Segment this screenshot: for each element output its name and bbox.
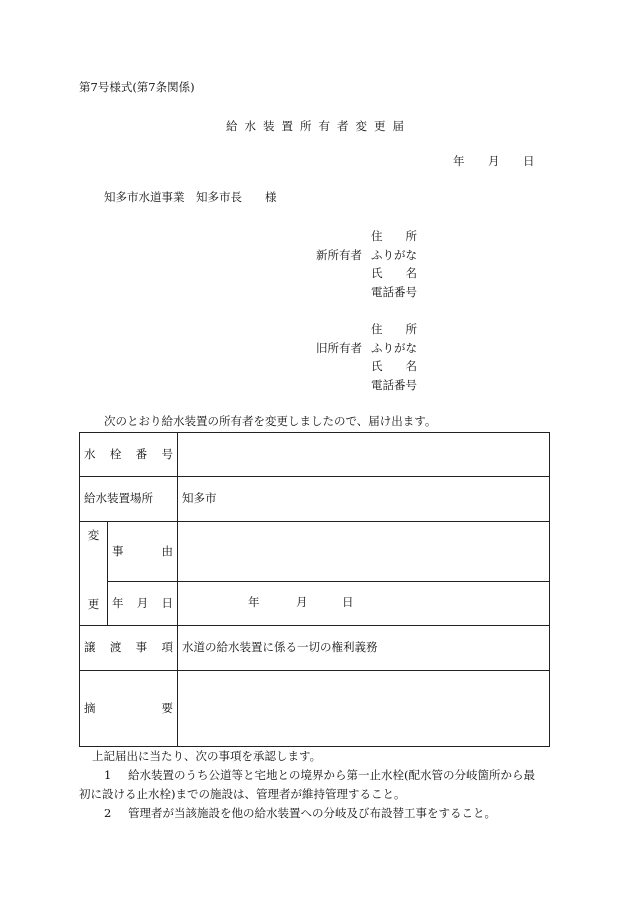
date-line bbox=[453, 154, 535, 168]
footer-item1-line1: 給水装置のうち公道等と宅地との境界から第一止水栓(配水管の分岐箇所から最 bbox=[128, 768, 535, 782]
date-year-label: 年 bbox=[453, 154, 465, 168]
location-label: 給水装置場所 bbox=[80, 477, 178, 521]
footer-item1-line2: 初に設ける止水栓)までの施設は、管理者が維持管理すること。 bbox=[79, 787, 406, 801]
footer-lead: 上記届出に当たり、次の事項を承認します。 bbox=[92, 749, 322, 763]
hydrant-number-label: 水 栓 番 号 bbox=[80, 433, 178, 477]
change-date-year: 年 bbox=[248, 594, 260, 609]
location-field[interactable]: 知多市 bbox=[178, 477, 550, 521]
date-month-label: 月 bbox=[488, 154, 500, 168]
change-form-table bbox=[79, 432, 550, 747]
old-owner-furigana-label: ふりがな bbox=[371, 341, 417, 355]
change-date-month: 月 bbox=[296, 594, 308, 609]
footer-item2-number: 2 bbox=[104, 806, 112, 820]
table-row bbox=[80, 477, 550, 521]
new-owner-furigana-label: ふりがな bbox=[371, 248, 417, 262]
old-owner-address-label: 住 所 bbox=[371, 322, 417, 336]
date-day-label: 日 bbox=[523, 154, 535, 168]
change-reason-field[interactable] bbox=[178, 521, 550, 581]
change-date-day: 日 bbox=[342, 594, 354, 609]
remarks-field[interactable] bbox=[178, 670, 550, 747]
hydrant-number-field[interactable] bbox=[178, 433, 550, 477]
change-date-field[interactable] bbox=[178, 581, 550, 625]
old-owner-phone-label: 電話番号 bbox=[371, 378, 417, 392]
change-group-label: 変 更 bbox=[80, 521, 108, 626]
old-owner-label: 旧所有者 bbox=[316, 341, 362, 355]
transfer-field[interactable]: 水道の給水装置に係る一切の権利義務 bbox=[178, 626, 550, 670]
addressee: 知多市水道事業 知多市長 様 bbox=[104, 190, 277, 204]
change-date-label: 年 月 日 bbox=[108, 581, 178, 625]
old-owner-name-label: 氏 名 bbox=[371, 359, 417, 373]
remarks-label: 摘 要 bbox=[80, 670, 178, 747]
new-owner-name-label: 氏 名 bbox=[371, 266, 417, 280]
table-row bbox=[80, 521, 550, 581]
new-owner-phone-label: 電話番号 bbox=[371, 285, 417, 299]
footer-item1-number: 1 bbox=[104, 768, 112, 782]
form-title: 給 水 装 置 所 有 者 変 更 届 bbox=[226, 119, 404, 133]
new-owner-address-label: 住 所 bbox=[371, 229, 417, 243]
new-owner-label: 新所有者 bbox=[316, 248, 362, 262]
table-row bbox=[80, 670, 550, 747]
change-reason-label: 事 由 bbox=[108, 521, 178, 581]
table-row bbox=[80, 433, 550, 477]
intro-text: 次のとおり給水装置の所有者を変更しましたので、届け出ます。 bbox=[104, 414, 437, 428]
table-row bbox=[80, 626, 550, 670]
transfer-label: 譲 渡 事 項 bbox=[80, 626, 178, 670]
footer-item2-text: 管理者が当該施設を他の給水装置への分岐及び布設替工事をすること。 bbox=[128, 806, 496, 820]
form-number: 第7号様式(第7条関係) bbox=[79, 80, 195, 94]
table-row bbox=[80, 581, 550, 625]
